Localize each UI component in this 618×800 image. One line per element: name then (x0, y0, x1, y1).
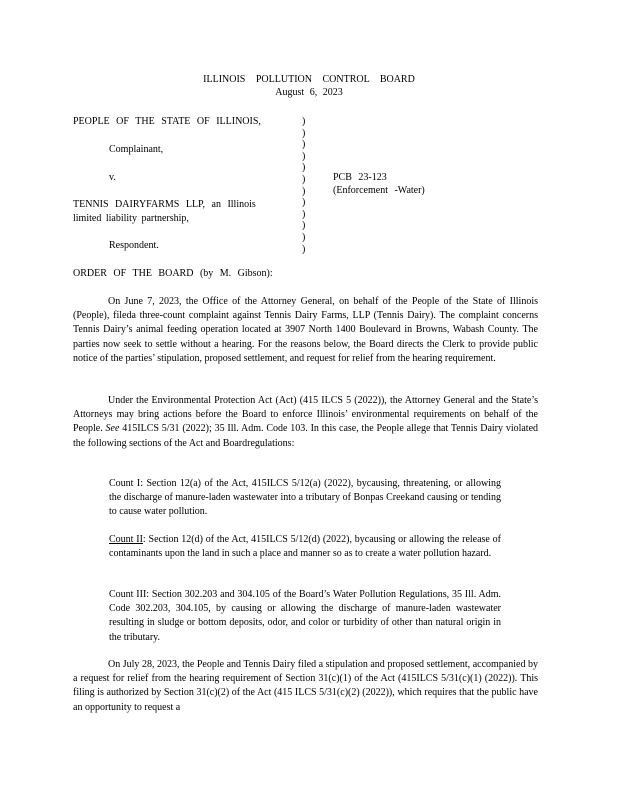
document-date: August 6, 2023 (275, 87, 343, 98)
count-two-label: Count II (109, 534, 143, 545)
paragraph-intro: On June 7, 2023, the Office of the Attorney General, on behalf of the People of the State of Illinois (People), fileda three-count complaint against Tennis Dairy Farms, LLP (Tennis Dairy). The complaint concerns Tennis Dairy’s animal feeding operation located at 3907 North 1400 Boulevard in Browns, Wabash County. The parties now seek to settle without a hearing. For the reasons below, the Board directs the Clerk to provide public notice of the parties’ stipulation, proposed settlement, and request for relief from the hearing requirement. (73, 296, 538, 364)
case-type: (Enforcement -Water) (333, 185, 425, 196)
caption-respondent-label: Respondent. (109, 240, 159, 251)
count-two (109, 533, 501, 561)
caption-plaintiff: PEOPLE OF THE STATE OF ILLINOIS, (73, 116, 261, 127)
count-two-text: : Section 12(d) of the Act, 415ILCS 5/12(d) (2022), bycausing or allowing the release of contaminants upon the land in such a place and manner so as to create a water pollution hazard. (109, 534, 502, 560)
caption-complainant-label: Complainant, (109, 144, 164, 155)
caption-defendant-line2: limited liability partnership, (73, 213, 189, 224)
caption-defendant-line1: TENNIS DAIRYFARMS LLP, an Illinois (73, 199, 256, 210)
paragraph-authority-text-b: 415ILCS 5/31 (2022); 35 Ill. Adm. Code 103. In this case, the People allege that Tennis Dairy violated the following sections of the Act and Boardregulations: (73, 423, 539, 449)
count-three: Count III: Section 302.203 and 304.105 of the Board’s Water Pollution Regulations, 35 Ill. Adm. Code 302.203, 304.105, by causing or allowing the discharge of manure-laden wastewater resulting in sludge or bottom deposits, odor, and color or turbidity of other than natural origin in the tributary. (109, 589, 501, 643)
case-number: PCB 23-123 (333, 172, 387, 183)
citation-signal-see: See (105, 423, 120, 435)
paragraph-authority-text-a: Under the Environmental Protection Act (Act) (415 ILCS 5 (2022)), the Attorney General and the State’s Attorneys may bring actions before the Board to enforce Illinois’ environmental requirements on behalf of the People. (73, 395, 538, 435)
caption-parentheses: ) ) ) ) ) ) ) ) ) ) ) ) (302, 116, 306, 255)
paragraph-authority (73, 394, 538, 451)
order-heading: ORDER OF THE BOARD (by M. Gibson): (73, 268, 273, 279)
count-one: Count I: Section 12(a) of the Act, 415ILCS 5/12(a) (2022), bycausing, threatening, or allowing the discharge of manure-laden wastewater into a tributary of Bonpas Creekand causing or tending to cause water pollution. (109, 478, 501, 518)
agency-title: ILLINOIS POLLUTION CONTROL BOARD (203, 74, 415, 85)
caption-versus: v. (109, 172, 116, 183)
paragraph-stipulation: On July 28, 2023, the People and Tennis Dairy filed a stipulation and proposed settlement, accompanied by a request for relief from the hearing requirement of Section 31(c)(1) of the Act (415ILCS 5/31(c)(1) (2022)). This filing is authorized by Section 31(c)(2) of the Act (415 ILCS 5/31(c)(2) (2022)), which requires that the public have an opportunity to request a (73, 659, 538, 713)
